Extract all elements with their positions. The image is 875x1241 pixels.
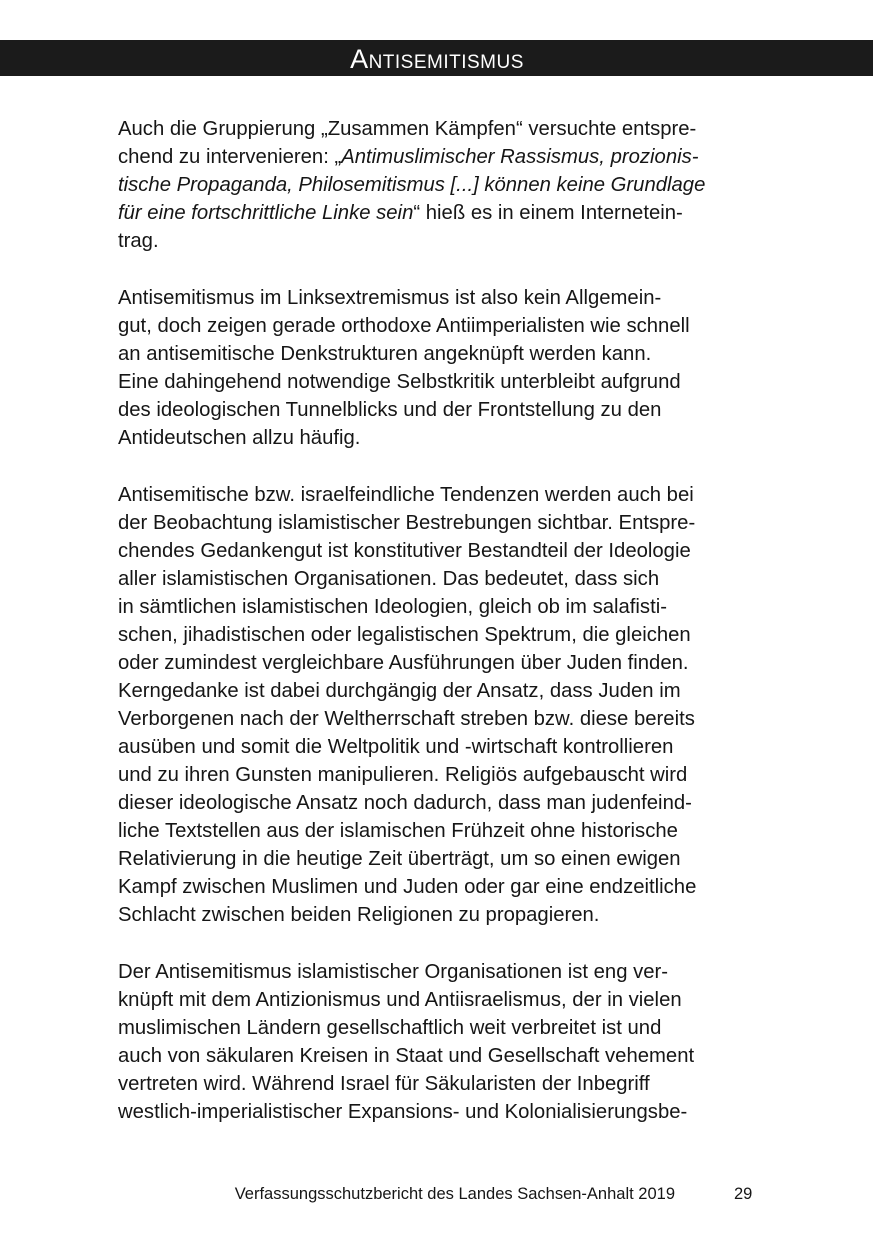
chapter-header-bar [0, 40, 873, 76]
paragraph-2: Antisemitismus im Linksextremismus ist also kein Allgemein- gut, doch zeigen gerade orthodoxe Antiimperialisten wie schnell an antisemitische Denkstrukturen angeknüpft werden kann. Eine dahingehend notwendige Selbstkritik unterbleibt aufgrund des ideologischen Tunnelblicks und der Frontstellung zu den Antideutschen allzu häufig. [118, 287, 690, 449]
page-body [118, 115, 758, 1155]
paragraph-4: Der Antisemitismus islamistischer Organisationen ist eng ver- knüpft mit dem Antizionismus und Antiisraelismus, der in vielen muslimischen Ländern gesellschaftlich weit verbreitet ist und auch von säkularen Kreisen in Staat und Gesellschaft vehement vertreten wird. Während Israel für Säkularisten der Inbegriff westlich-imperialistischer Expansions- und Kolonialisierungsbe- [118, 961, 695, 1123]
paragraph-1-intro: Auch die Gruppierung „Zusammen Kämpfen“ versuchte entspre- chend zu intervenieren: „ [118, 118, 697, 168]
footer-publication-title: Verfassungsschutzbericht des Landes Sachsen-Anhalt 2019 [234, 1185, 675, 1203]
chapter-title: Antisemitismus [350, 44, 524, 74]
paragraph-1-quote: Antimuslimischer Rassismus, prozionis- tische Propaganda, Philosemitismus [...] können keine Grundlage für eine fortschrittliche Linke sein [118, 146, 706, 224]
paragraph-1-outro: “ hieß es in einem Internetein- trag. [118, 202, 683, 252]
page-footer [0, 1182, 875, 1206]
paragraph-1 [118, 115, 758, 255]
page-number: 29 [734, 1185, 753, 1203]
paragraph-3: Antisemitische bzw. israelfeindliche Tendenzen werden auch bei der Beobachtung islamistischer Bestrebungen sichtbar. Entspre- chendes Gedankengut ist konstitutiver Bestandteil der Ideologie aller islamistischen Organisationen. Das bedeutet, dass sich in sämtlichen islamistischen Ideologien, gleich ob im salafisti- schen, jihadistischen oder legalistischen Spektrum, die gleichen oder zumindest vergleichbare Ausführungen über Juden finden. Kerngedanke ist dabei durchgängig der Ansatz, dass Juden im Verborgenen nach der Weltherrschaft streben bzw. diese bereits ausüben und somit die Weltpolitik und -wirtschaft kontrollieren und zu ihren Gunsten manipulieren. Religiös aufgebauscht wird dieser ideologische Ansatz noch dadurch, dass man judenfeind- liche Textstellen aus der islamischen Frühzeit ohne historische Relativierung in die heutige Zeit überträgt, um so einen ewigen Kampf zwischen Muslimen und Juden oder gar eine endzeitliche Schlacht zwischen beiden Religionen zu propagieren. [118, 484, 697, 926]
